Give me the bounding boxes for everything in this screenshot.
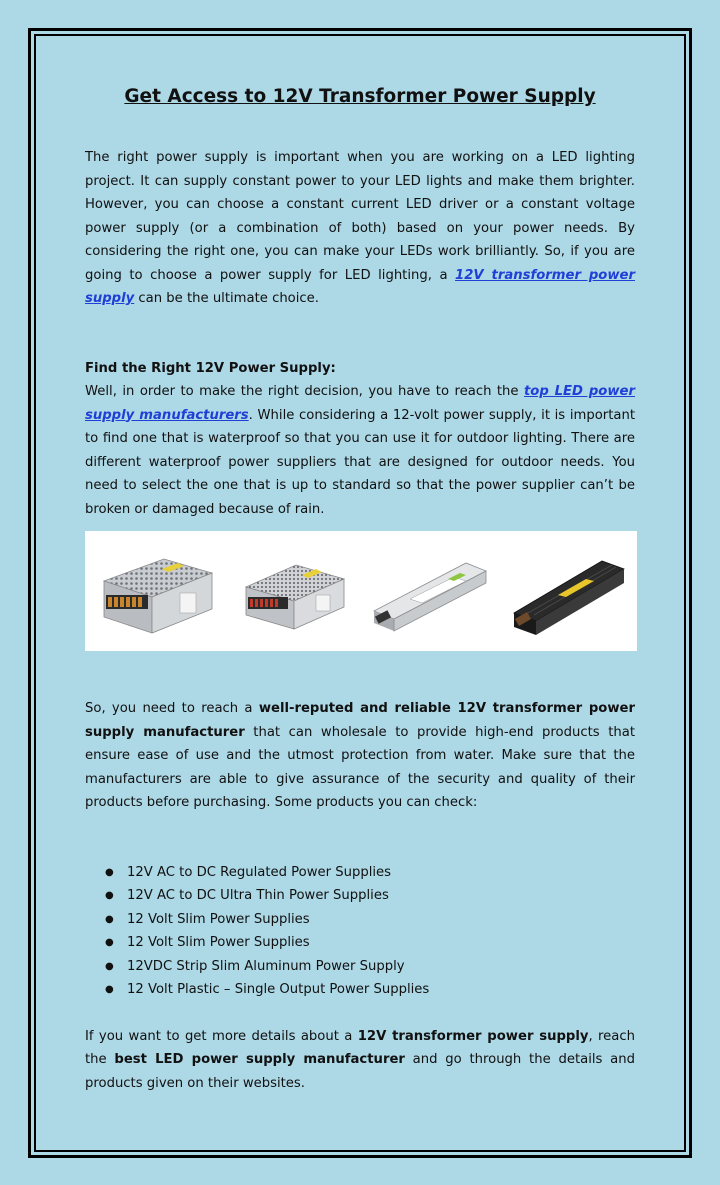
section-text: Well, in order to make the right decision, you have to reach the [85,384,524,399]
closing-bold-product: 12V transformer power supply [357,1028,589,1044]
intro-text-end: can be the ultimate choice. [134,291,319,306]
list-item: ● 12VDC Strip Slim Aluminum Power Supply [127,955,635,979]
wholesale-text-end: that can wholesale to provide high-end products that ensure ease of use and the utmost protection from water. Make sure that the manufacturers are able to give assurance of the security and quality of their products before purchasing. Some products you can check: [85,724,636,810]
section-heading: Find the Right 12V Power Supply: [85,360,336,376]
list-item: ● 12V AC to DC Regulated Power Supplies [127,861,635,885]
intro-paragraph [85,146,635,311]
product-images [85,531,637,651]
manufacturers-link[interactable]: top LED power supply manufacturers [85,384,635,423]
document-body [85,84,635,1095]
closing-paragraph [85,1025,635,1096]
section-paragraph [85,380,635,521]
list-item: ● 12 Volt Slim Power Supplies [127,908,635,932]
wholesale-text: So, you need to reach a [85,701,259,716]
page-title: Get Access to 12V Transformer Power Supply [124,86,596,107]
slim-black-power-supply-image [508,541,628,641]
perforated-mesh-power-supply-image [94,541,214,641]
closing-text-end: and go through the details and products given on their websites. [85,1052,635,1091]
wholesale-bold-text: well-reputed and reliable 12V transformer power supply manufacturer [85,701,635,740]
list-item: ● 12 Volt Slim Power Supplies [127,931,635,955]
product-list [85,861,635,1002]
compact-mesh-power-supply-image [232,541,352,641]
slim-silver-power-supply-image [370,541,490,641]
wholesale-paragraph [85,697,635,815]
transformer-power-supply-link[interactable]: 12V transformer power supply [85,267,635,306]
list-item: ● 12V AC to DC Ultra Thin Power Supplies [127,884,635,908]
closing-text-mid: , reach the [85,1028,635,1067]
list-item: ● 12 Volt Plastic – Single Output Power Supplies [127,978,635,1002]
section-text-end: . While considering a 12-volt power supply, it is important to find one that is waterproof so that you can use it for outdoor lighting. There are different waterproof power suppliers that are designed for outdoor needs. You need to select the one that is up to standard so that the power supplier can’t be broken or damaged because of rain. [85,407,635,517]
intro-text: The right power supply is important when you are working on a LED lighting project. It can supply constant power to your LED lights and make them brighter. However, you can choose a constant current LED driver or a constant voltage power supply (or a combination of both) based on your power needs. By considering the right one, you can make your LEDs work brilliantly. So, if you are going to choose a power supply for LED lighting, a [85,150,635,283]
closing-text: If you want to get more details about a [85,1028,358,1044]
closing-bold-manufacturer: best LED power supply manufacturer [114,1052,405,1067]
